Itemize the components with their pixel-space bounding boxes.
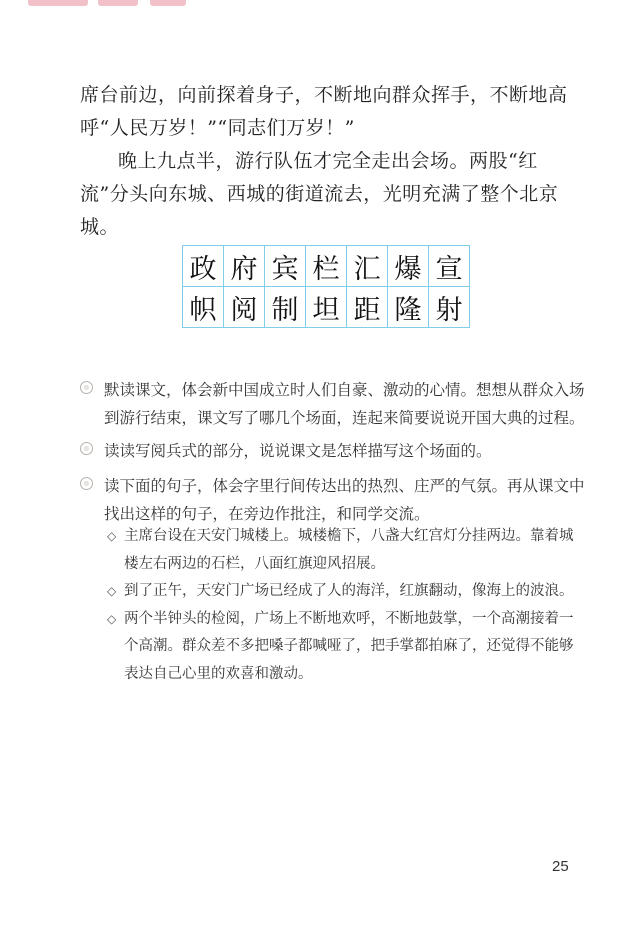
text-paragraph: 席台前边，向前探着身子，不断地向群众挥手，不断地高呼“人民万岁！”“同志们万岁！” xyxy=(80,84,568,139)
example-sentence-text: 到了正午，天安门广场已经成了人的海洋，红旗翻动，像海上的波浪。 xyxy=(124,583,574,599)
top-decoration-mark xyxy=(150,0,186,6)
top-decoration-mark xyxy=(98,0,138,6)
example-sentence xyxy=(107,523,587,578)
page-number: 25 xyxy=(552,858,569,875)
flower-bullet-icon xyxy=(80,381,93,394)
character-cell: 距 xyxy=(347,287,388,328)
character-cell: 汇 xyxy=(347,246,388,287)
character-cell: 阅 xyxy=(224,287,265,328)
character-cell: 宾 xyxy=(265,246,306,287)
diamond-bullet-icon: ◇ xyxy=(107,529,117,543)
characters-row xyxy=(183,287,470,328)
top-decoration-strip xyxy=(0,0,640,10)
exercise-item xyxy=(80,376,590,432)
diamond-bullet-icon: ◇ xyxy=(107,584,117,598)
character-cell: 爆 xyxy=(388,246,429,287)
example-sentence-text: 主席台设在天安门城楼上。城楼檐下，八盏大红宫灯分挂两边。靠着城楼左右两边的石栏，八面红旗迎风招展。 xyxy=(124,528,574,572)
character-cell: 制 xyxy=(265,287,306,328)
character-cell: 府 xyxy=(224,246,265,287)
exercise-item xyxy=(80,472,590,528)
characters-row xyxy=(183,246,470,287)
character-cell: 栏 xyxy=(306,246,347,287)
text-paragraph: 晚上九点半，游行队伍才完全走出会场。两股“红流”分头向东城、西城的街道流去，光明充满了整个北京城。 xyxy=(80,150,559,238)
character-cell: 帜 xyxy=(183,287,224,328)
character-cell: 宣 xyxy=(429,246,470,287)
new-characters-grid xyxy=(182,245,470,328)
flower-bullet-icon xyxy=(80,442,93,455)
exercise-text: 默读课文，体会新中国成立时人们自豪、激动的心情。想想从群众入场到游行结束，课文写了哪几个场面，连起来简要说说开国大典的过程。 xyxy=(104,381,585,427)
flower-bullet-icon xyxy=(80,477,93,490)
exercise-text: 读下面的句子，体会字里行间传达出的热烈、庄严的气氛。再从课文中找出这样的句子，在旁边作批注，和同学交流。 xyxy=(104,477,585,523)
character-cell: 坦 xyxy=(306,287,347,328)
exercise-text: 读读写阅兵式的部分，说说课文是怎样描写这个场面的。 xyxy=(104,442,492,460)
character-cell: 政 xyxy=(183,246,224,287)
example-sentence-text: 两个半钟头的检阅，广场上不断地欢呼，不断地鼓掌，一个高潮接着一个高潮。群众差不多把嗓子都喊哑了，把手掌都拍麻了，还觉得不能够表达自己心里的欢喜和激动。 xyxy=(124,610,574,682)
character-cell: 射 xyxy=(429,287,470,328)
diamond-bullet-icon: ◇ xyxy=(107,611,117,626)
character-cell: 隆 xyxy=(388,287,429,328)
example-sentences-list xyxy=(107,523,587,688)
example-sentence xyxy=(107,606,587,689)
exercise-item xyxy=(80,437,590,465)
example-sentence xyxy=(107,578,587,606)
top-decoration-mark xyxy=(28,0,88,6)
